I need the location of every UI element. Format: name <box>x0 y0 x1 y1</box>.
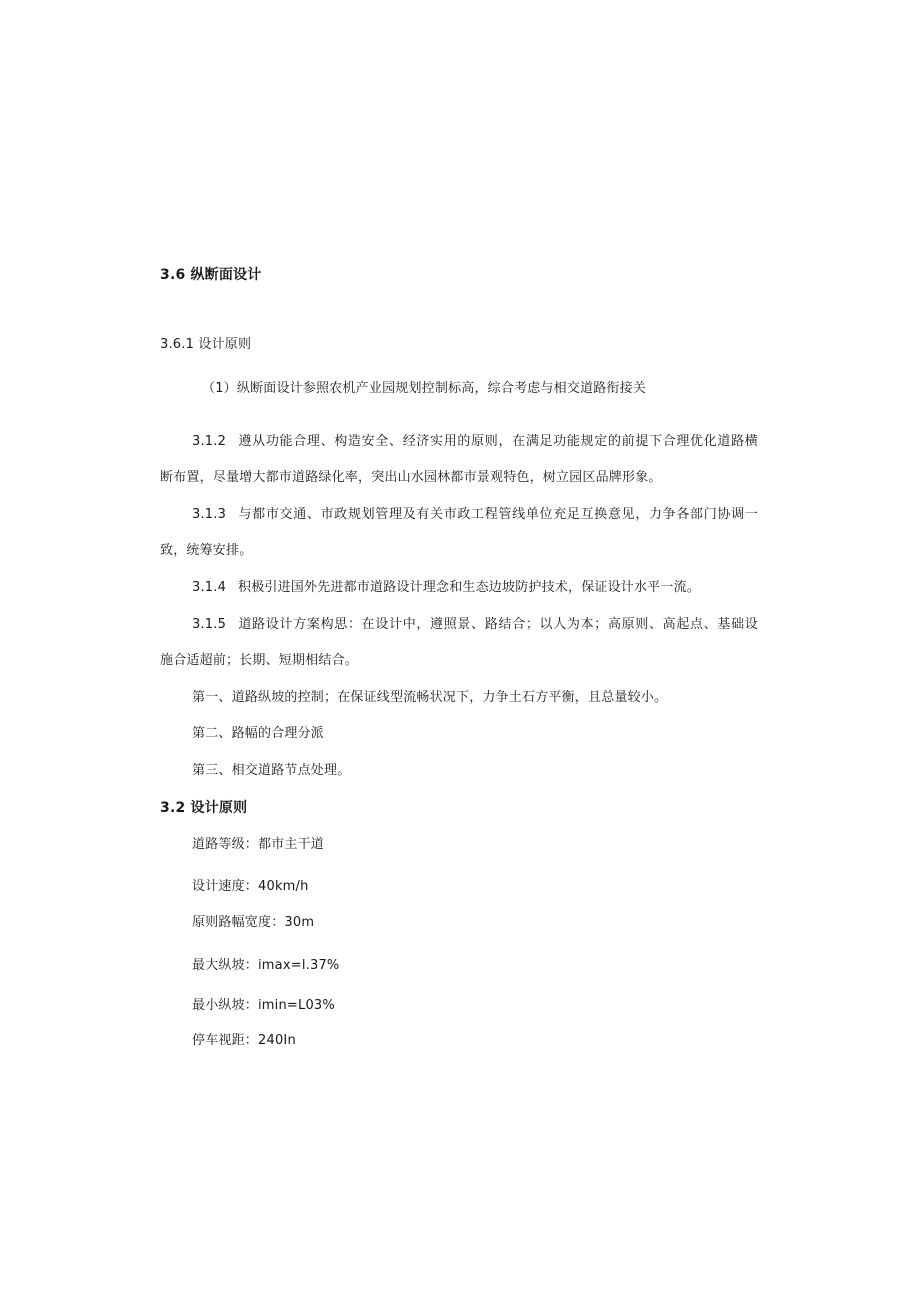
spec-stop-sight: 停车视距：240In <box>192 1033 296 1048</box>
paragraph-text: 道路设计方案构思：在设计中，遵照景、路结合；以人为本；高原则、高起点、基础设 <box>238 617 758 632</box>
spec-design-speed: 设计速度：40km/h <box>192 879 309 894</box>
item-1-text: （1）纵断面设计参照农机产业园规划控制标高，综合考虑与相交道路衔接关 <box>202 381 647 396</box>
paragraph-3-1-2-line-2: 断布置，尽量增大都市道路绿化率，突出山水园林都市景观特色，树立园区品牌形象。 <box>160 470 662 485</box>
section-heading-3-2: 3.2 设计原则 <box>160 800 248 816</box>
paragraph-text: 积极引进国外先进都市道路设计理念和生态边坡防护技术，保证设计水平一流。 <box>238 580 701 595</box>
paragraph-text: 遵从功能合理、构造安全、经济实用的原则，在满足功能规定的前提下合理优化道路横 <box>238 434 758 449</box>
paragraph-number: 3.1.3 <box>192 507 227 522</box>
point-first: 第一、道路纵坡的控制；在保证线型流畅状况下，力争土石方平衡，且总量较小。 <box>192 690 668 705</box>
spec-min-grade: 最小纵坡：imin=L03% <box>192 998 335 1013</box>
paragraph-3-1-3-line-2: 致，统筹安排。 <box>160 543 253 558</box>
spec-road-class: 道路等级：都市主干道 <box>192 837 325 852</box>
paragraph-3-1-5-line-1 <box>192 616 758 634</box>
subsection-heading-3-6-1: 3.6.1 设计原则 <box>160 337 252 352</box>
paragraph-3-1-5-line-2: 施合适超前；长期、短期相结合。 <box>160 653 359 668</box>
paragraph-number: 3.1.2 <box>192 434 227 449</box>
point-third: 第三、相交道路节点处理。 <box>192 763 351 778</box>
spec-max-grade: 最大纵坡：imax=l.37% <box>192 958 340 973</box>
paragraph-3-1-2-line-1 <box>192 433 758 451</box>
section-heading-3-6: 3.6 纵断面设计 <box>160 267 262 283</box>
paragraph-3-1-3-line-1 <box>192 506 758 524</box>
paragraph-3-1-4 <box>192 579 700 597</box>
paragraph-number: 3.1.5 <box>192 617 227 632</box>
spec-road-width: 原则路幅宽度：30m <box>192 915 315 930</box>
paragraph-number: 3.1.4 <box>192 580 227 595</box>
point-second: 第二、路幅的合理分派 <box>192 726 325 741</box>
paragraph-text: 与都市交通、市政规划管理及有关市政工程管线单位充足互换意见，力争各部门协调一 <box>238 507 758 522</box>
